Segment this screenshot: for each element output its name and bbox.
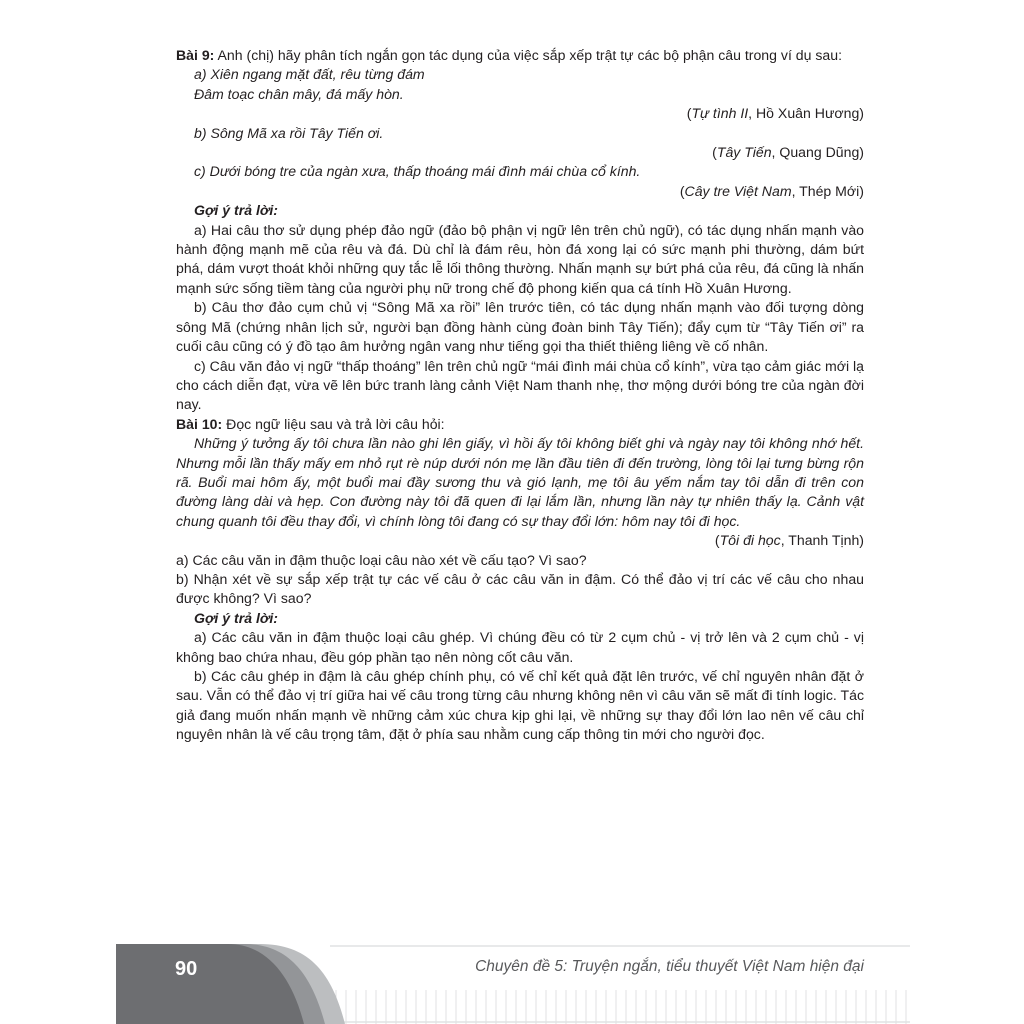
source-author: , Hồ Xuân Hương) <box>748 105 864 122</box>
exercise-10-prompt: Đọc ngữ liệu sau và trả lời câu hỏi: <box>222 415 445 432</box>
source-author: , Thép Mới) <box>791 182 864 199</box>
example-c-line: c) Dưới bóng tre của ngàn xưa, thấp thoáng mái đình mái chùa cổ kính. <box>194 163 641 180</box>
question-10a: a) Các câu văn in đậm thuộc loại câu nào xét về cấu tạo? Vì sao? <box>176 551 587 568</box>
passage-source: (Tôi đi học, Thanh Tịnh) <box>714 532 864 549</box>
reading-passage: Những ý tưởng ấy tôi chưa lần nào ghi lên giấy, vì hồi ấy tôi không biết ghi và ngày nay tôi không nhớ hết. Nhưng mỗi lần thấy mấy em nhỏ rụt rè núp dưới nón mẹ lần đầu tiên đi đến trường, lòng tôi lại tưng bừng rộn rã. Buổi mai hôm ấy, một buổi mai đầy sương thu và gió lạnh, mẹ tôi âu yếm nắm tay tôi dẫn đi trên con đường làng dài và hẹp. Con đường này tôi đã quen đi lại lắm lần, nhưng lần này tự nhiên thấy lạ. Cảnh vật chung quanh tôi đều thay đổi, vì chính lòng tôi đang có sự thay đổi lớn: hôm nay tôi đi học. <box>176 435 864 529</box>
example-c-source: (Cây tre Việt Nam, Thép Mới) <box>679 182 864 199</box>
answer-9b: b) Câu thơ đảo cụm chủ vị “Sông Mã xa rồi” lên trước tiên, có tác dụng nhấn mạnh vào đối tượng dòng sông Mã (chứng nhân lịch sử, người bạn đồng hành cùng đoàn binh Tây Tiến); đẩy cụm từ “Tây Tiến ơi” ra cuối câu cũng có ý đồ tạo âm hưởng ngân vang như tiếng gọi tha thiết thiêng liêng về cố nhân. <box>176 299 864 355</box>
source-title: Tôi đi học <box>719 532 781 549</box>
example-b-source: (Tây Tiến, Quang Dũng) <box>712 144 864 161</box>
example-a-line-1: a) Xiên ngang mặt đất, rêu từng đám <box>194 66 425 83</box>
source-author: , Thanh Tịnh) <box>780 532 864 549</box>
example-a-line-2: Đâm toạc chân mây, đá mấy hòn. <box>194 85 404 102</box>
source-title: Cây tre Việt Nam <box>684 182 792 199</box>
source-title: Tự tình II <box>691 105 749 122</box>
question-10b: b) Nhận xét về sự sắp xếp trật tự các vế câu ở các câu văn in đậm. Có thể đảo vị trí các vế câu cho nhau được không? Vì sao? <box>176 570 864 607</box>
source-title: Tây Tiến <box>716 144 772 161</box>
exercise-9-heading <box>176 46 864 65</box>
source-author: , Quang Dũng) <box>771 144 864 161</box>
exercise-9-label: Bài 9: <box>176 47 215 63</box>
exercise-10-heading <box>176 415 864 434</box>
footer-band <box>0 944 1024 1024</box>
answer-10a: a) Các câu văn in đậm thuộc loại câu ghép. Vì chúng đều có từ 2 cụm chủ - vị trở lên và 2 cụm chủ - vị không bao chứa nhau, đều góp phần tạo nên nòng cốt câu văn. <box>176 629 864 665</box>
page-body <box>176 46 864 745</box>
hint-heading: Gợi ý trả lời: <box>194 609 278 626</box>
exercise-9-prompt: Anh (chị) hãy phân tích ngắn gọn tác dụng của việc sắp xếp trật tự các bộ phận câu trong ví dụ sau: <box>214 47 843 63</box>
answer-9a: a) Hai câu thơ sử dụng phép đảo ngữ (đảo bộ phận vị ngữ lên trên chủ ngữ), có tác dụng nhấn mạnh vào hành động mạnh mẽ của rêu và đá. Dù chỉ là đám rêu, hòn đá xong lại có sức mạnh phi thường, dám bứt phá, dám vượt thoát khỏi những quy tắc lễ lối thông thường. Nhấn mạnh sự bứt phá của rêu, đá cũng là nhấn mạnh sức sống tiềm tàng của người phụ nữ trong chế độ phong kiến qua cá tính Hồ Xuân Hương. <box>176 221 864 296</box>
answer-9c: c) Câu văn đảo vị ngữ “thấp thoáng” lên trên chủ ngữ “mái đình mái chùa cổ kính”, vừa tạo cảm giác mới lạ cho cách diễn đạt, vừa vẽ lên bức tranh làng cảnh Việt Nam thanh nhẹ, thơ mộng dưới bóng tre của ngàn đời nay. <box>176 357 864 413</box>
page-number: 90 <box>175 958 198 980</box>
running-title: Chuyên đề 5: Truyện ngắn, tiểu thuyết Việt Nam hiện đại <box>475 958 864 975</box>
example-b-line: b) Sông Mã xa rồi Tây Tiến ơi. <box>194 124 384 141</box>
hint-heading: Gợi ý trả lời: <box>194 202 278 219</box>
exercise-10-label: Bài 10: <box>176 415 223 432</box>
example-a-source: (Tự tình II, Hồ Xuân Hương) <box>686 105 864 122</box>
answer-10b: b) Các câu ghép in đậm là câu ghép chính phụ, có vế chỉ kết quả đặt lên trước, vế chỉ nguyên nhân đặt ở sau. Vẫn có thể đảo vị trí giữa hai vế câu trong từng câu nhưng không nên vì câu văn sẽ mất đi tính logic. Tác giả đang muốn nhấn mạnh về những cảm xúc chưa kịp ghi lại, về những sự thay đổi lớn lao nên vế câu chỉ nguyên nhân là vế câu trọng tâm, đặt ở phía sau nhằm cung cấp thông tin mới cho người đọc. <box>176 668 864 743</box>
